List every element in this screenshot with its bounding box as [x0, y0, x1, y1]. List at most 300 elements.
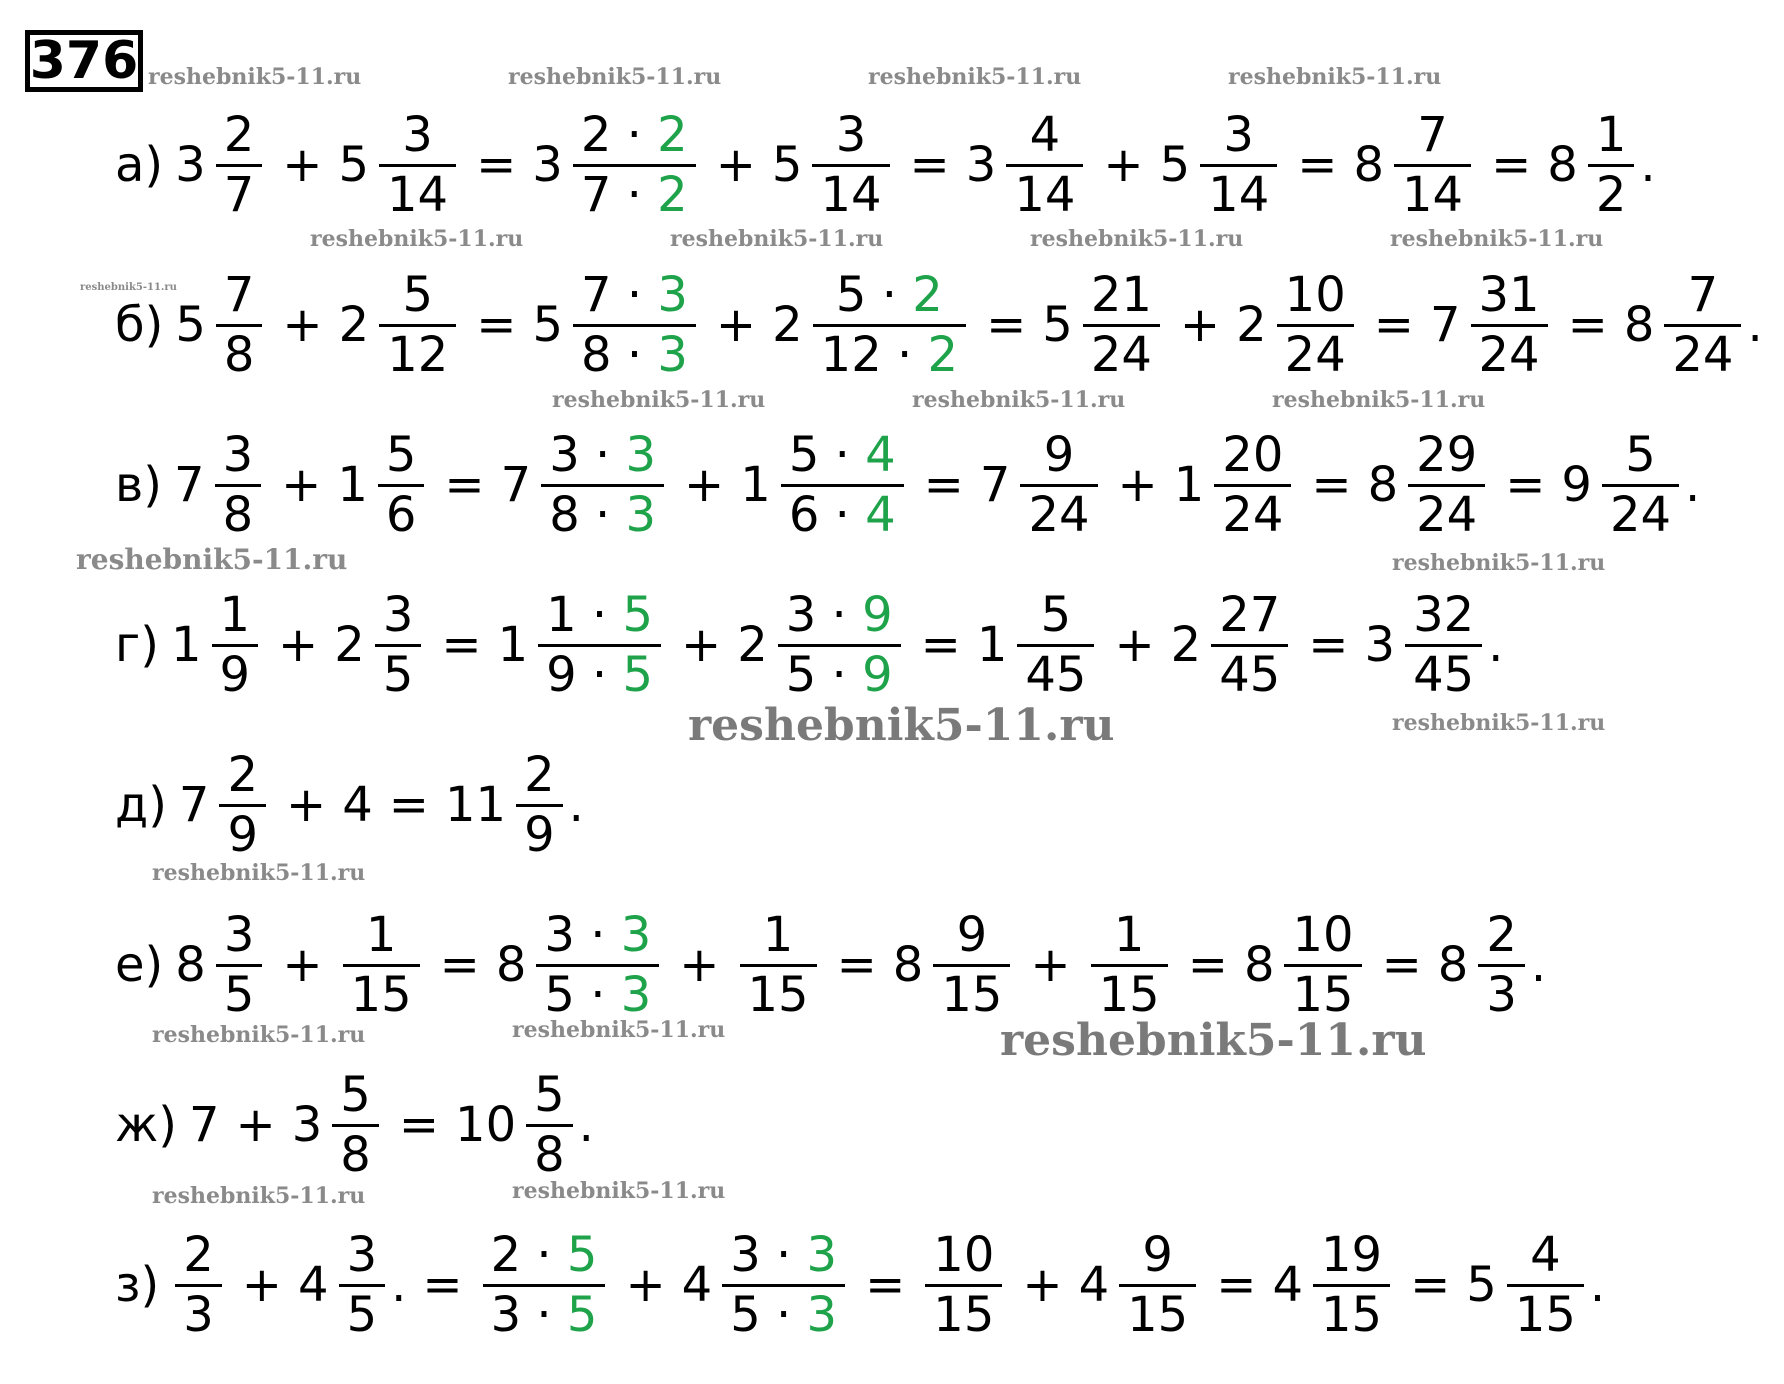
denominator: 7 [223, 166, 255, 223]
mixed-number [772, 267, 970, 383]
row-label: ж) [115, 1097, 177, 1153]
operator: + [1114, 617, 1155, 673]
mixed-number [175, 907, 266, 1023]
numerator: 3 [346, 1226, 378, 1283]
operator: = [909, 137, 950, 193]
fraction-part: 5 · [785, 646, 863, 703]
denominator: 24 [1609, 486, 1672, 543]
operator: + [680, 617, 722, 673]
whole-part: 5 [175, 297, 206, 353]
whole-part: 8 [1243, 937, 1275, 993]
whole-part: 7 [174, 457, 205, 513]
mixed-number [532, 107, 699, 223]
denominator: 9 [524, 806, 555, 863]
numerator: 9 [956, 906, 988, 963]
fraction [573, 107, 696, 223]
operator: + [235, 1097, 276, 1153]
watermark: reshebnik5-11.ru [508, 64, 722, 90]
operator: + [625, 1257, 666, 1313]
mixed-number [338, 107, 460, 223]
fraction [1091, 907, 1168, 1023]
fraction [812, 107, 889, 223]
fraction-part: 3 · [785, 586, 863, 643]
whole-part: 5 [1466, 1257, 1497, 1313]
operator: = [388, 777, 429, 833]
whole-part: 11 [445, 777, 507, 833]
whole-part: 1 [976, 617, 1008, 673]
period: . [568, 777, 584, 833]
mixed-number [496, 907, 663, 1023]
mixed-number [334, 587, 425, 703]
equation-row [115, 730, 584, 880]
mixed-number [1236, 267, 1358, 383]
mixed-number [1353, 107, 1475, 223]
denominator [722, 1287, 845, 1344]
whole-part: 4 [681, 1257, 713, 1313]
denominator [483, 1287, 606, 1344]
fraction [933, 907, 1010, 1023]
operator: = [476, 297, 517, 353]
watermark: reshebnik5-11.ru [912, 387, 1126, 413]
watermark: reshebnik5-11.ru [1272, 387, 1486, 413]
number: 7 [188, 1097, 220, 1153]
operator: + [282, 297, 323, 353]
whole-part: 7 [178, 777, 210, 833]
fraction [379, 267, 456, 383]
numerator [778, 587, 901, 644]
whole-part: 9 [1561, 457, 1592, 513]
mixed-number [737, 587, 904, 703]
fraction [1284, 907, 1361, 1023]
mixed-number [532, 267, 699, 383]
numerator: 3 [382, 586, 414, 643]
watermark: reshebnik5-11.ru [1392, 710, 1606, 736]
fraction [1020, 427, 1097, 543]
highlight-factor: 3 [806, 1226, 838, 1283]
operator: = [1373, 297, 1414, 353]
highlight-factor: 4 [865, 426, 896, 483]
numerator: 7 [1417, 106, 1448, 163]
fraction [216, 107, 263, 223]
fraction [175, 1227, 222, 1343]
operator: + [679, 937, 720, 993]
whole-part: 3 [532, 137, 563, 193]
whole-part: 5 [532, 297, 564, 353]
denominator [778, 647, 901, 704]
equation-row [115, 90, 1656, 240]
fraction [538, 587, 661, 703]
whole-part: 2 [1236, 297, 1267, 353]
denominator: 14 [820, 166, 882, 223]
numerator: 32 [1413, 586, 1475, 643]
equation-row [115, 1050, 594, 1200]
period: . [1589, 1257, 1606, 1313]
watermark: reshebnik5-11.ru [1390, 226, 1604, 252]
whole-part: 8 [1623, 297, 1655, 353]
numerator: 2 [227, 746, 259, 803]
numerator: 5 [534, 1066, 565, 1123]
watermark: reshebnik5-11.ru [310, 226, 524, 252]
numerator: 2 [524, 746, 555, 803]
fraction [1214, 427, 1291, 543]
watermark: reshebnik5-11.ru [670, 226, 884, 252]
whole-part: 1 [337, 457, 368, 513]
denominator [573, 327, 696, 384]
fraction [781, 427, 904, 543]
numerator: 5 [402, 266, 433, 323]
fraction [339, 1227, 386, 1343]
numerator: 4 [1530, 1226, 1561, 1283]
denominator: 45 [1219, 646, 1281, 703]
denominator: 24 [1416, 486, 1478, 543]
denominator: 15 [1320, 1286, 1383, 1343]
numerator: 3 [1223, 106, 1254, 163]
fraction [1313, 1227, 1390, 1343]
mixed-number [337, 427, 428, 543]
numerator: 1 [762, 906, 794, 963]
watermark: reshebnik5-11.ru [552, 387, 766, 413]
operator: + [281, 457, 322, 513]
operator: = [1410, 1257, 1451, 1313]
operator: = [923, 457, 964, 513]
fraction-part: 5 · [835, 266, 913, 323]
whole-part: 4 [298, 1257, 329, 1313]
whole-part: 2 [1170, 617, 1202, 673]
whole-part: 3 [175, 137, 206, 193]
mixed-number [1272, 1227, 1394, 1343]
numerator [573, 107, 696, 164]
mixed-number [1368, 427, 1490, 543]
denominator: 14 [1014, 166, 1076, 223]
numerator [722, 1227, 845, 1284]
fraction [1664, 267, 1741, 383]
operator: = [1216, 1257, 1257, 1313]
fraction [1119, 1227, 1196, 1343]
fraction [573, 267, 696, 383]
fraction [1478, 907, 1525, 1023]
mixed-number [980, 427, 1102, 543]
watermark: reshebnik5-11.ru [1392, 550, 1606, 576]
fraction [1394, 107, 1471, 223]
denominator: 8 [340, 1126, 371, 1183]
fraction [216, 267, 263, 383]
whole-part: 8 [495, 937, 527, 993]
fraction [379, 107, 456, 223]
numerator: 5 [385, 426, 417, 483]
whole-part: 1 [1173, 457, 1205, 513]
numerator: 2 [223, 106, 255, 163]
denominator: 8 [222, 486, 254, 543]
operator: = [836, 937, 877, 993]
numerator: 3 [223, 906, 255, 963]
operator: = [1491, 137, 1532, 193]
numerator [781, 427, 904, 484]
highlight-factor: 3 [620, 906, 652, 963]
highlight-factor: 2 [657, 106, 688, 163]
fraction-part: 9 · [546, 646, 623, 703]
whole-part: 2 [334, 617, 365, 673]
fraction [1006, 107, 1083, 223]
watermark: reshebnik5-11.ru [1000, 1015, 1427, 1066]
denominator [573, 167, 696, 224]
highlight-factor: 3 [657, 326, 688, 383]
operator: = [1297, 137, 1338, 193]
denominator: 8 [223, 326, 255, 383]
denominator: 15 [1292, 966, 1354, 1023]
mixed-number [171, 1227, 226, 1343]
watermark: reshebnik5-11.ru [1030, 226, 1244, 252]
mixed-number [1160, 107, 1282, 223]
operator: + [715, 137, 756, 193]
operator: = [444, 457, 485, 513]
mixed-number [772, 107, 894, 223]
operator: = [476, 137, 517, 193]
fraction [813, 267, 966, 383]
fraction [332, 1067, 379, 1183]
highlight-factor: 3 [625, 486, 657, 543]
operator: = [441, 617, 482, 673]
fraction [526, 1067, 573, 1183]
denominator: 15 [747, 966, 809, 1023]
fraction [483, 1227, 606, 1343]
denominator: 9 [219, 646, 251, 703]
fraction-part: 5 · [730, 1286, 807, 1343]
numerator: 1 [365, 906, 397, 963]
operator: = [986, 297, 1027, 353]
period: . [1747, 297, 1763, 353]
watermark: reshebnik5-11.ru [1228, 64, 1442, 90]
period: . [1488, 617, 1504, 673]
fraction [925, 1227, 1002, 1343]
denominator: 24 [1284, 326, 1346, 383]
operator: = [439, 937, 480, 993]
operator: + [1179, 297, 1221, 353]
whole-part: 1 [497, 617, 529, 673]
numerator [538, 587, 661, 644]
fraction [1602, 427, 1679, 543]
denominator: 15 [941, 966, 1003, 1023]
equation-row [115, 250, 1763, 400]
mixed-number [921, 1227, 1006, 1343]
numerator: 1 [219, 586, 251, 643]
operator: + [278, 617, 319, 673]
period: . [391, 1257, 407, 1313]
denominator: 15 [1098, 966, 1160, 1023]
problem-number: 376 [25, 30, 143, 92]
fraction [722, 1227, 845, 1343]
whole-part: 3 [965, 137, 997, 193]
mixed-number [682, 1227, 849, 1343]
fraction [516, 747, 563, 863]
watermark: reshebnik5-11.ru [80, 282, 177, 293]
fraction-part: 7 · [580, 166, 658, 223]
whole-part: 8 [1353, 137, 1384, 193]
numerator: 3 [222, 426, 254, 483]
fraction [378, 427, 425, 543]
denominator: 15 [1127, 1286, 1189, 1343]
equation-row [115, 1210, 1605, 1360]
fraction [375, 587, 422, 703]
whole-part: 2 [772, 297, 803, 353]
highlight-factor: 9 [862, 586, 893, 643]
fraction-part: 7 · [581, 266, 658, 323]
highlight-factor: 9 [862, 646, 893, 703]
numerator [483, 1227, 606, 1284]
operator: + [1022, 1257, 1063, 1313]
highlight-factor: 3 [806, 1286, 838, 1343]
operator: = [865, 1257, 906, 1313]
fraction [216, 907, 263, 1023]
numerator: 3 [835, 106, 867, 163]
mixed-number [179, 747, 270, 863]
highlight-factor: 2 [912, 266, 943, 323]
fraction [212, 587, 259, 703]
whole-part: 1 [740, 457, 771, 513]
denominator: 5 [346, 1286, 378, 1343]
fraction [1507, 1227, 1584, 1343]
operator: + [282, 937, 323, 993]
numerator: 5 [1040, 586, 1072, 643]
denominator: 9 [227, 806, 259, 863]
fraction [541, 427, 664, 543]
mixed-number [966, 107, 1088, 223]
whole-part: 5 [1042, 297, 1073, 353]
highlight-factor: 5 [622, 586, 653, 643]
period: . [1640, 137, 1656, 193]
numerator: 31 [1478, 266, 1540, 323]
denominator: 45 [1413, 646, 1475, 703]
denominator: 6 [385, 486, 417, 543]
fraction-part: 5 · [544, 966, 621, 1023]
whole-part: 10 [455, 1097, 517, 1153]
denominator: 45 [1025, 646, 1087, 703]
mixed-number [171, 587, 262, 703]
denominator: 24 [1478, 326, 1540, 383]
fraction [1588, 107, 1635, 223]
denominator: 15 [1514, 1286, 1576, 1343]
numerator: 29 [1416, 426, 1478, 483]
operator: + [684, 457, 725, 513]
row-label: а) [115, 137, 164, 193]
mixed-number [445, 747, 567, 863]
fraction-part: 3 · [544, 906, 621, 963]
highlight-factor: 2 [657, 166, 688, 223]
denominator [541, 487, 664, 544]
fraction [215, 427, 262, 543]
operator: = [1187, 937, 1228, 993]
denominator: 24 [1222, 486, 1284, 543]
operator: = [422, 1257, 463, 1313]
highlight-factor: 5 [622, 646, 653, 703]
watermark: reshebnik5-11.ru [152, 1022, 366, 1048]
highlight-factor: 3 [657, 266, 688, 323]
operator: = [398, 1097, 440, 1153]
watermark: reshebnik5-11.ru [152, 1183, 366, 1209]
numerator [541, 427, 664, 484]
fraction [343, 907, 420, 1023]
denominator: 14 [387, 166, 449, 223]
mixed-number [339, 267, 461, 383]
whole-part: 8 [175, 937, 206, 993]
fraction-part: 2 · [490, 1226, 567, 1283]
fraction-part: 2 · [580, 106, 658, 163]
denominator: 5 [223, 966, 255, 1023]
row-label: г) [115, 617, 159, 673]
operator: + [1103, 137, 1144, 193]
watermark: reshebnik5-11.ru [148, 64, 362, 90]
denominator [781, 487, 904, 544]
numerator: 2 [1486, 906, 1517, 963]
fraction [219, 747, 266, 863]
numerator: 3 [402, 106, 433, 163]
mixed-number [1547, 107, 1638, 223]
fraction [1405, 587, 1482, 703]
numerator: 1 [1113, 906, 1145, 963]
fraction [1471, 267, 1548, 383]
whole-part: 1 [170, 617, 202, 673]
fraction [1017, 587, 1094, 703]
whole-part: 7 [979, 457, 1011, 513]
fraction-part: 1 · [546, 586, 623, 643]
numerator: 5 [340, 1066, 371, 1123]
mixed-number [1466, 1227, 1588, 1343]
numerator: 20 [1222, 426, 1284, 483]
mixed-number [175, 107, 266, 223]
denominator: 24 [1672, 326, 1734, 383]
fraction-part: 12 · [820, 326, 928, 383]
operator: + [1117, 457, 1158, 513]
denominator [536, 967, 659, 1024]
equation-row [115, 890, 1546, 1040]
watermark: reshebnik5-11.ru [152, 860, 366, 886]
numerator: 19 [1320, 1226, 1383, 1283]
operator: = [1308, 617, 1349, 673]
denominator: 15 [933, 1286, 995, 1343]
equation-row [115, 570, 1503, 720]
mixed-number [501, 427, 668, 543]
mixed-number [1438, 907, 1529, 1023]
numerator: 27 [1219, 586, 1281, 643]
mixed-number [1365, 587, 1487, 703]
operator: + [286, 777, 327, 833]
numerator: 9 [1142, 1226, 1173, 1283]
numerator: 2 [183, 1226, 214, 1283]
denominator: 14 [1208, 166, 1270, 223]
period: . [1685, 457, 1701, 513]
fraction-part: 8 · [581, 326, 658, 383]
mixed-number [298, 1227, 389, 1343]
period: . [1530, 937, 1547, 993]
denominator: 3 [1486, 966, 1517, 1023]
mixed-number [1244, 907, 1366, 1023]
numerator: 9 [1043, 426, 1075, 483]
whole-part: 7 [1429, 297, 1461, 353]
mixed-number [736, 907, 821, 1023]
operator: = [920, 617, 961, 673]
operator: + [1030, 937, 1071, 993]
numerator: 4 [1029, 106, 1061, 163]
numerator [536, 907, 659, 964]
fraction-part: 3 · [730, 1226, 807, 1283]
fraction [1211, 587, 1288, 703]
mixed-number [1171, 587, 1293, 703]
numerator: 5 [1625, 426, 1656, 483]
fraction [740, 907, 817, 1023]
denominator: 3 [183, 1286, 214, 1343]
numerator: 7 [1687, 266, 1719, 323]
whole-part: 2 [737, 617, 768, 673]
period: . [578, 1097, 594, 1153]
